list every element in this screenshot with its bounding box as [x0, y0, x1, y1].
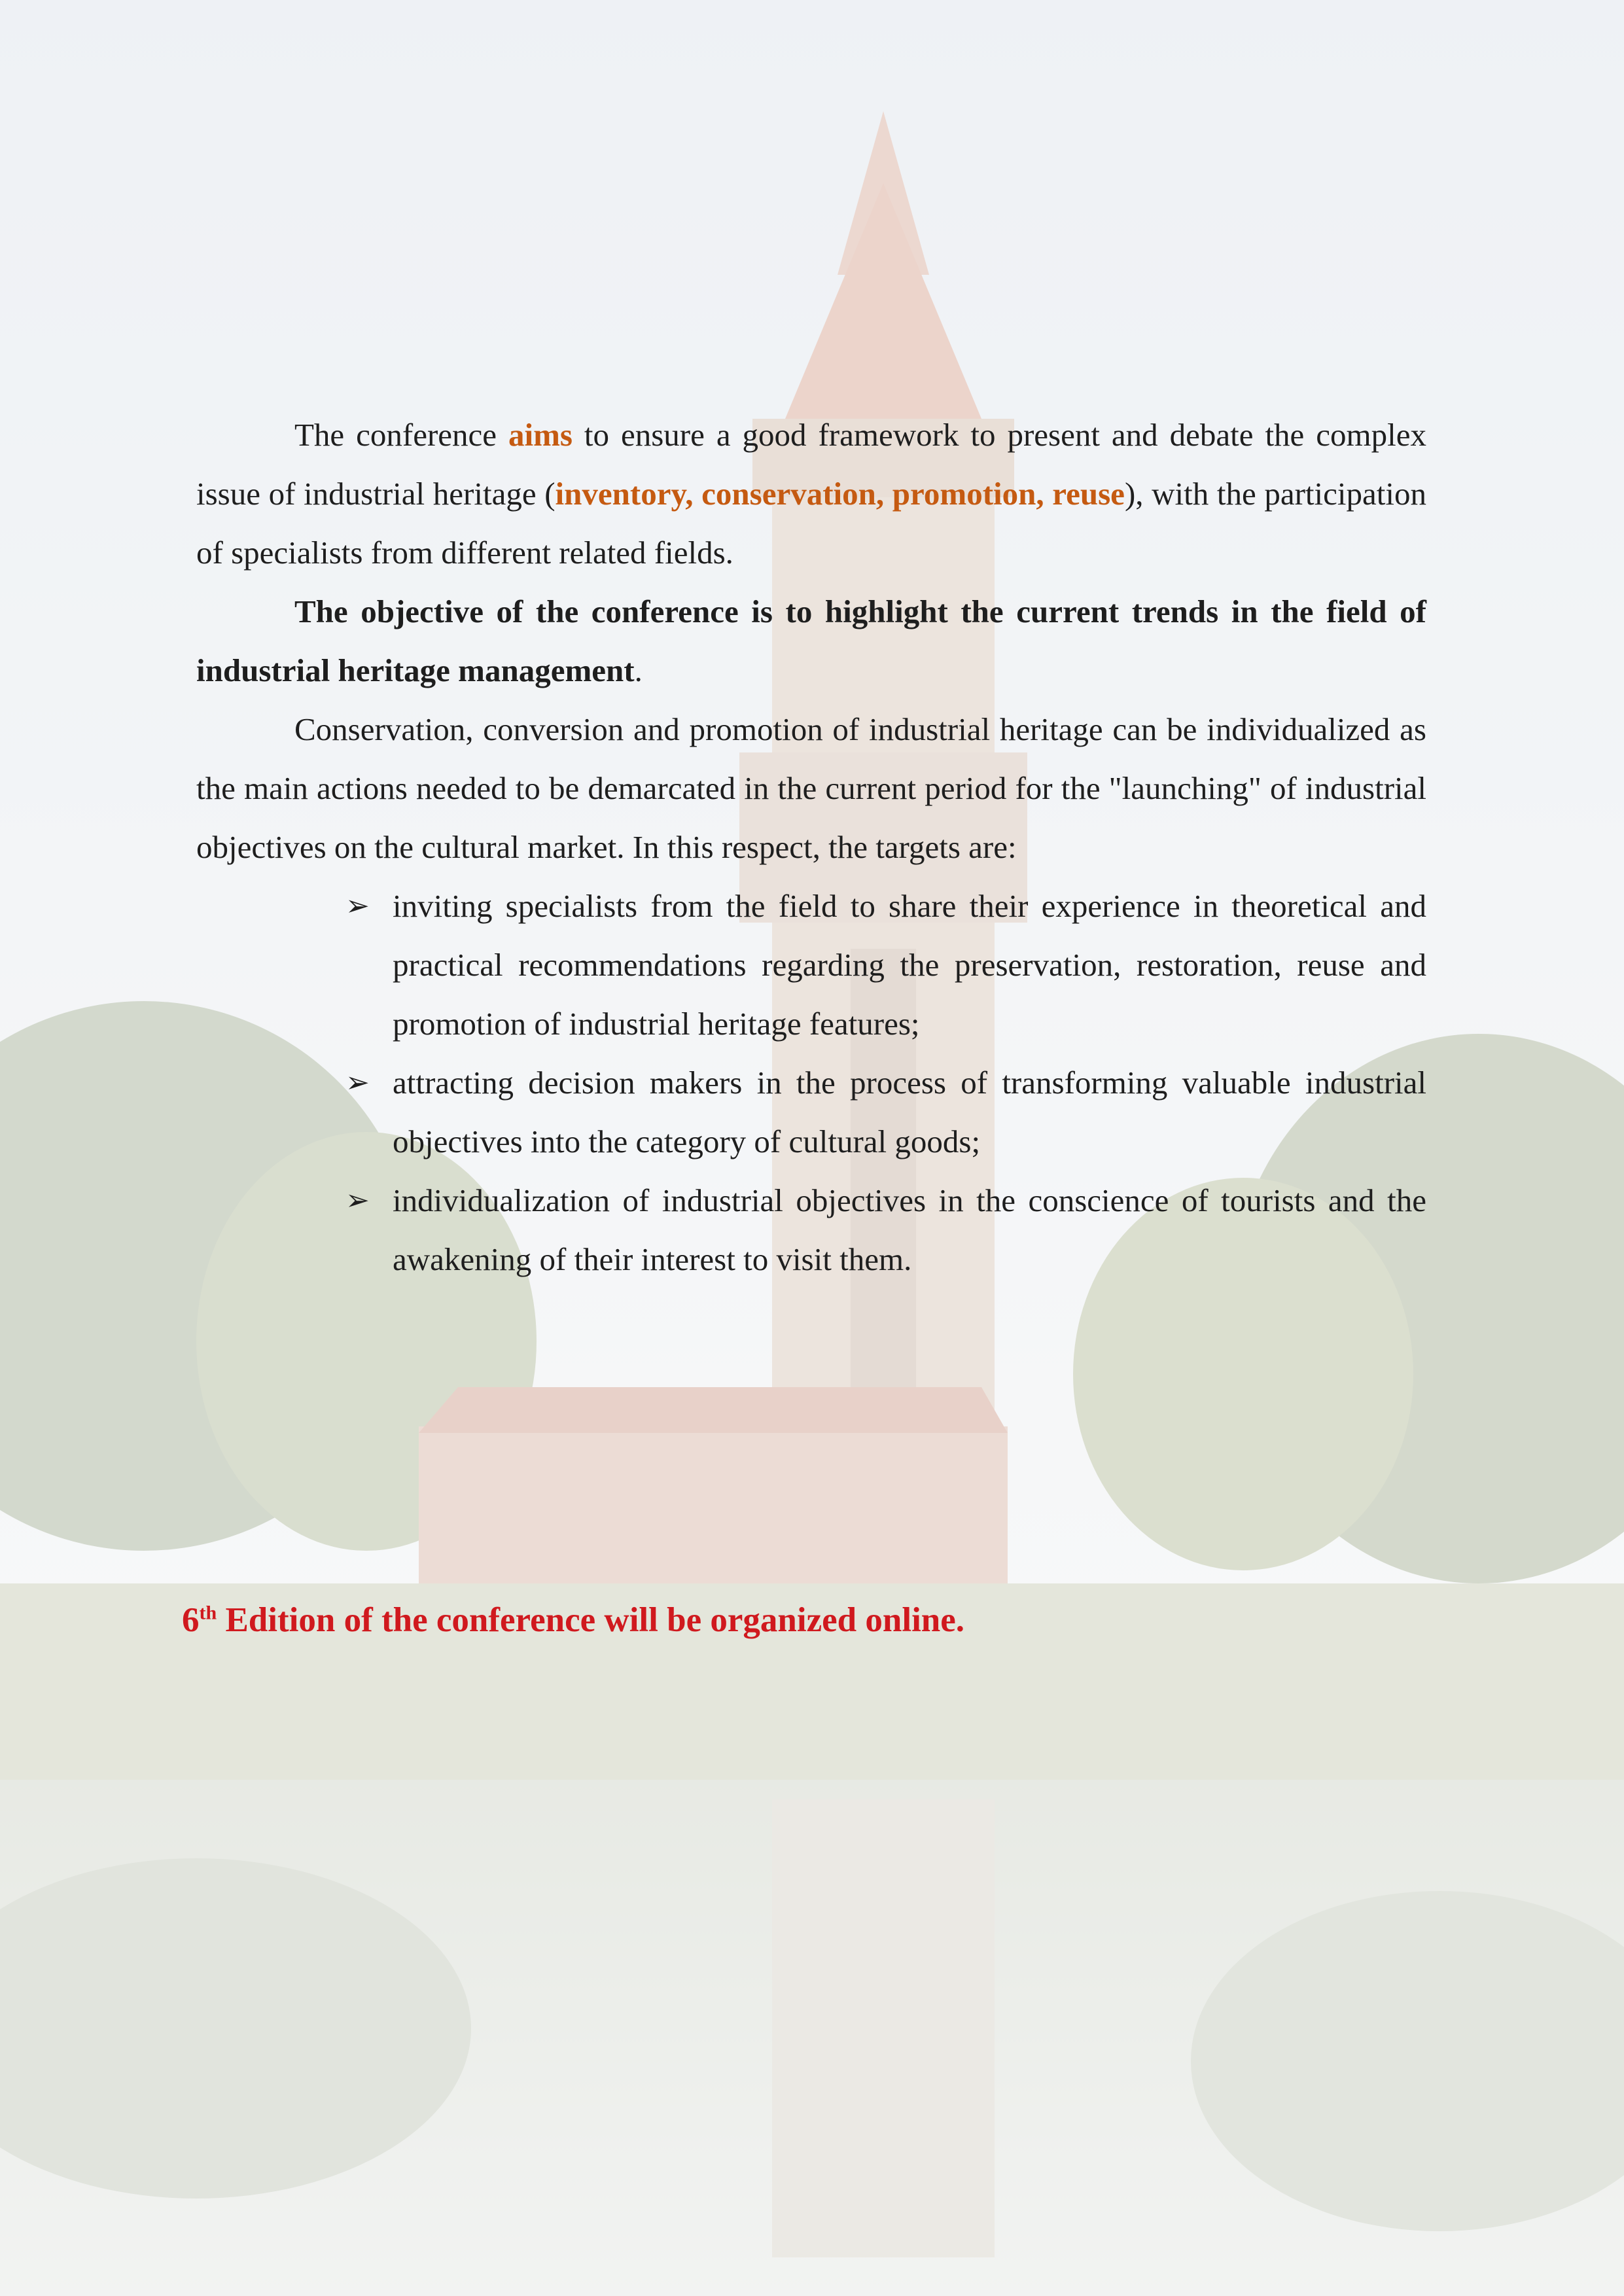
main-text	[196, 406, 1426, 1289]
list-item	[345, 1053, 1426, 1171]
targets-list	[196, 877, 1426, 1289]
edition-notice	[182, 1594, 1491, 1646]
objective-period: .	[634, 652, 643, 688]
conservation-paragraph: Conservation, conversion and promotion of industrial heritage can be individualized as the main actions needed to be demarcated in the current period for the "launching" of industrial objectives on the cultural market. In this respect, the targets are:	[196, 711, 1426, 865]
arrow-bullet-icon: ➢	[345, 889, 370, 923]
target-text: inviting specialists from the field to share their experience in theoretical and practical recommendations regarding the preservation, restoration, reuse and promotion of industrial heritage features;	[393, 888, 1426, 1042]
aims-highlight: aims	[508, 417, 573, 453]
target-text: individualization of industrial objectives in the conscience of tourists and the awakening of their interest to visit them.	[393, 1182, 1426, 1277]
intro-tail: ), with the participation of specialists from different related fields.	[196, 476, 1426, 571]
arrow-bullet-icon: ➢	[345, 1066, 370, 1099]
intro-middle: to ensure a good framework to present and debate the complex issue of industrial heritage (	[196, 417, 1426, 512]
intro-paragraph	[196, 406, 1426, 582]
edition-number: 6	[182, 1601, 200, 1639]
objective-text: The objective of the conference is to highlight the current trends in the field of industrial heritage management	[196, 593, 1426, 688]
intro-lead: The conference	[294, 417, 508, 453]
edition-text: Edition of the conference will be organized online.	[217, 1601, 965, 1639]
topics-highlight: inventory, conservation, promotion, reuse	[555, 476, 1125, 512]
list-item	[345, 877, 1426, 1053]
objective-paragraph	[196, 582, 1426, 700]
arrow-bullet-icon: ➢	[345, 1184, 370, 1217]
target-text: attracting decision makers in the process of transforming valuable industrial objectives into the category of cultural goods;	[393, 1065, 1426, 1159]
edition-ordinal-suffix: th	[199, 1602, 217, 1624]
list-item	[345, 1171, 1426, 1289]
